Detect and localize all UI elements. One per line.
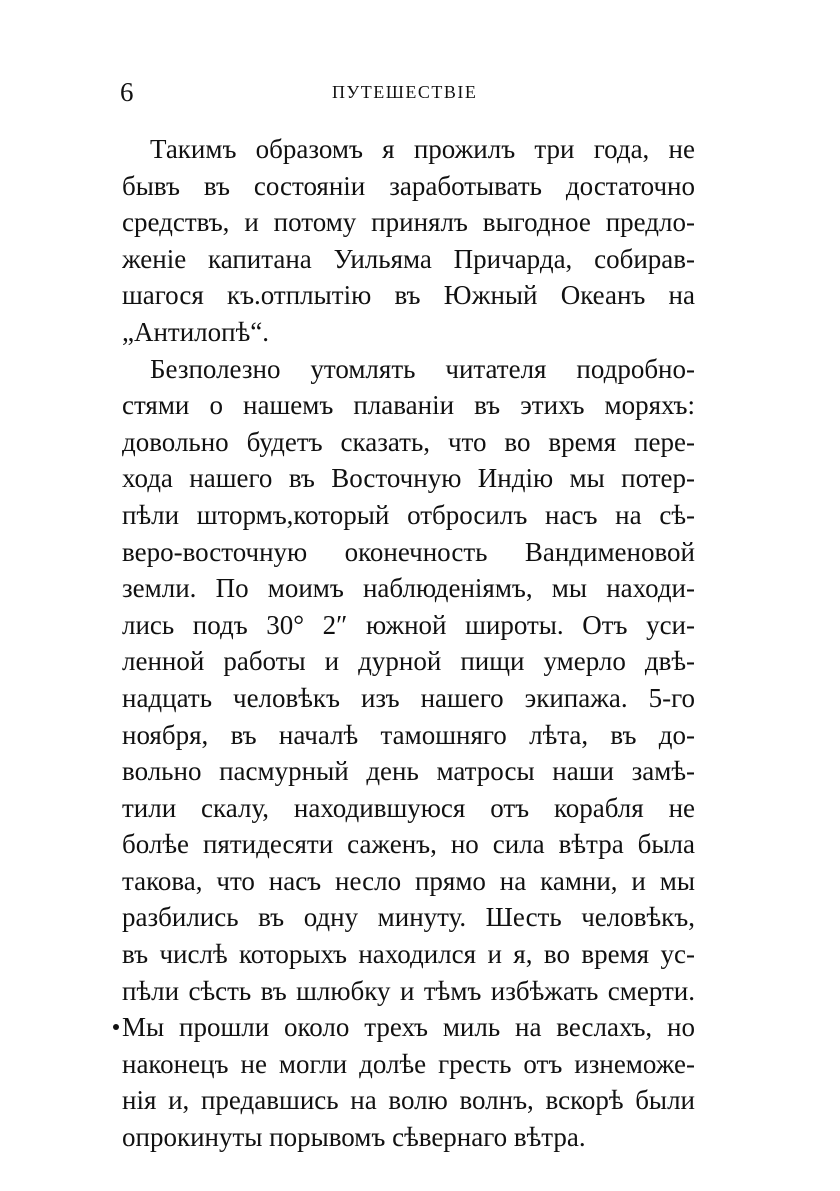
text-line: стями о нашемъ плаваніи въ этихъ моряхъ: [122, 390, 695, 421]
text-line: наконецъ не могли долѣе гресть отъ изнеможе- [122, 1048, 695, 1079]
text-line: лись подъ 30° 2″ южной широты. Отъ уси- [122, 609, 695, 640]
text-line: Безполезно утомлять читателя подробно- [150, 353, 695, 384]
text-line: веро-восточную оконечность Вандименовой [122, 536, 695, 567]
text-line: довольно будетъ сказать, что во время пере- [122, 426, 695, 457]
text-line: въ числѣ которыхъ находился и я, во время ус- [122, 939, 695, 970]
text-line: вольно пасмурный день матросы наши замѣ- [122, 756, 695, 787]
text-line: „Антилопѣ“. [122, 316, 269, 347]
text-line: женіе капитана Уильяма Причарда, собирав- [122, 243, 695, 274]
text-line: ноября, въ началѣ тамошняго лѣта, въ до- [122, 719, 695, 750]
body-text [122, 131, 695, 1156]
text-line: земли. По моимъ наблюденіямъ, мы находи- [122, 573, 695, 604]
text-line: такова, что насъ несло прямо на камни, и мы [122, 865, 695, 896]
text-line: тили скалу, находившуюся отъ корабля не [122, 792, 695, 823]
text-line: шагося къ.отплытію въ Южный Океанъ на [122, 280, 695, 311]
text-line: пѣли сѣсть въ шлюбку и тѣмъ избѣжать смерти. [122, 975, 695, 1006]
text-line: Такимъ образомъ я прожилъ три года, не [150, 134, 695, 164]
text-line: опрокинуты порывомъ сѣвернаго вѣтра. [122, 1122, 586, 1153]
page-number: 6 [120, 77, 134, 107]
text-line: разбились въ одну минуту. Шесть человѣкъ, [122, 902, 695, 933]
text-line: болѣе пятидесяти саженъ, но сила вѣтра была [122, 829, 695, 860]
text-line: ленной работы и дурной пищи умерло двѣ- [122, 646, 695, 677]
text-line: Мы прошли около трехъ миль на веслахъ, но [122, 1012, 695, 1043]
text-line: пѣли штормъ,который отбросилъ насъ на сѣ- [122, 499, 695, 530]
text-line: нія и, предавшись на волю волнъ, вскорѣ были [122, 1085, 695, 1116]
margin-mark [113, 1024, 119, 1030]
text-line: хода нашего въ Восточную Индію мы потер- [122, 463, 695, 494]
text-line: надцать человѣкъ изъ нашего экипажа. 5-го [122, 682, 695, 713]
running-title: ПУТЕШЕСТВІЕ [332, 82, 478, 102]
text-line: бывъ въ состояніи заработывать достаточно [122, 170, 695, 201]
page-header [120, 75, 700, 109]
text-line: средствъ, и потому принялъ выгодное предло- [122, 207, 695, 238]
